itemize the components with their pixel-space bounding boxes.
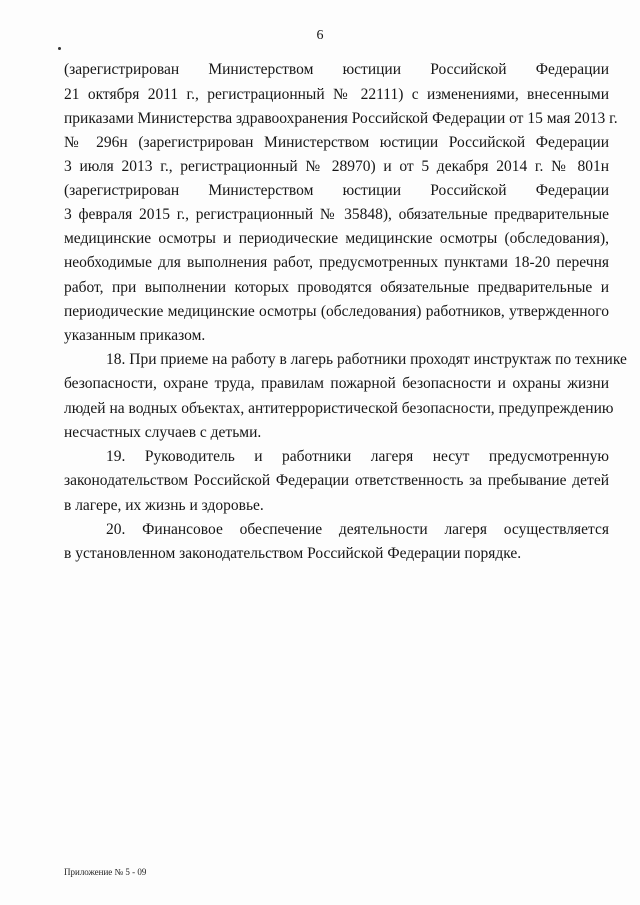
paragraph-20-first-line: 20. Финансовое обеспечение деятельности лагеря осуществляется: [106, 521, 609, 538]
text-line: 21 октября 2011 г., регистрационный № 22111) с изменениями, внесенными: [64, 86, 609, 103]
scan-speck: [58, 47, 61, 50]
text-line: работ, при выполнении которых проводятся обязательные предварительные и: [64, 279, 609, 296]
text-line: (зарегистрирован Министерством юстиции Российской Федерации: [64, 182, 609, 199]
paragraph-18-first-line: 18. При приеме на работу в лагерь работники проходят инструктаж по технике: [106, 351, 627, 368]
footer-note: Приложение № 5 - 09: [64, 867, 147, 877]
text-line: необходимые для выполнения работ, предусмотренных пунктами 18-20 перечня: [64, 254, 609, 271]
text-line: указанным приказом.: [64, 327, 206, 344]
text-line: приказами Министерства здравоохранения Российской Федерации от 15 мая 2013 г.: [64, 110, 618, 127]
text-line: в лагере, их жизнь и здоровье.: [64, 497, 264, 514]
text-line: 3 февраля 2015 г., регистрационный № 35848), обязательные предварительные: [64, 206, 609, 223]
text-line: в установленном законодательством Российской Федерации порядке.: [64, 545, 522, 562]
paragraph-19-first-line: 19. Руководитель и работники лагеря несут предусмотренную: [106, 448, 609, 465]
text-line: людей на водных объектах, антитеррористической безопасности, предупреждению: [64, 400, 614, 417]
text-line: медицинские осмотры и периодические медицинские осмотры (обследования),: [64, 230, 609, 247]
text-line: несчастных случаев с детьми.: [64, 424, 262, 441]
page-number: 6: [316, 28, 324, 43]
text-line: периодические медицинские осмотры (обследования) работников, утвержденного: [64, 303, 609, 320]
text-line: законодательством Российской Федерации ответственность за пребывание детей: [64, 472, 609, 489]
text-line: 3 июля 2013 г., регистрационный № 28970) и от 5 декабря 2014 г. № 801н: [64, 158, 609, 175]
text-line: безопасности, охране труда, правилам пожарной безопасности и охраны жизни: [64, 375, 609, 392]
text-line: (зарегистрирован Министерством юстиции Российской Федерации: [64, 61, 609, 78]
text-line: № 296н (зарегистрирован Министерством юстиции Российской Федерации: [64, 134, 609, 151]
